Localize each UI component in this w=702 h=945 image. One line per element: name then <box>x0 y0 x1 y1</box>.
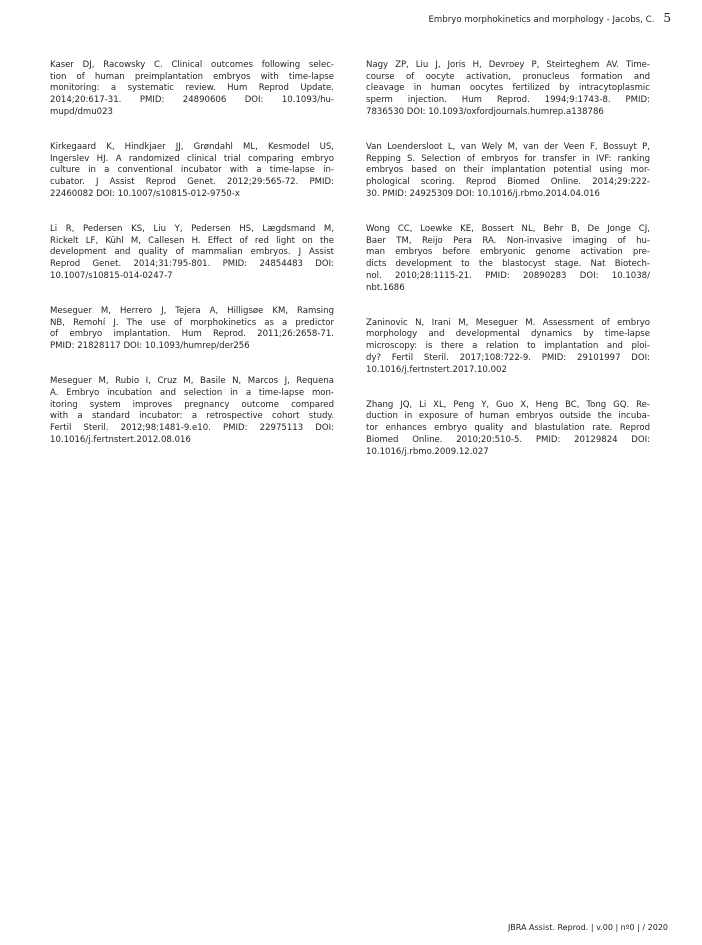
reference-line: culture in a conventional incubator with a time-lapse in- <box>50 165 334 176</box>
reference-line: dy? Fertil Steril. 2017;108:722-9. PMID: 29101997 DOI: <box>366 352 650 363</box>
reference-line: Fertil Steril. 2012;98:1481-9.e10. PMID: 22975113 DOI: <box>50 423 334 434</box>
reference-entry <box>50 306 334 353</box>
reference-line: Kaser DJ, Racowsky C. Clinical outcomes following selec- <box>50 60 334 70</box>
reference-line: 10.1007/s10815-014-0247-7 <box>50 270 173 281</box>
reference-line: Ingerslev HJ. A randomized clinical trial comparing embryo <box>50 153 334 164</box>
reference-line: cleavage in human oocytes fertilized by intracytoplasmic <box>366 83 650 94</box>
reference-line: 10.1016/j.fertnstert.2017.10.002 <box>366 364 507 375</box>
reference-line: Baer TM, Reijo Pera RA. Non-invasive imaging of hu- <box>366 235 650 246</box>
reference-line: Wong CC, Loewke KE, Bossert NL, Behr B, De Jonge CJ, <box>366 224 650 235</box>
reference-entry <box>366 60 650 119</box>
reference-line: Li R, Pedersen KS, Liu Y, Pedersen HS, Lægdsmand M, <box>50 224 334 235</box>
reference-line: 2014;20:617-31. PMID: 24890606 DOI: 10.1093/hu- <box>50 95 334 106</box>
reference-line: 7836530 DOI: 10.1093/oxfordjournals.humrep.a138786 <box>366 106 604 117</box>
running-header <box>429 11 672 25</box>
reference-line: duction in exposure of human embryos outside the incuba- <box>366 411 650 422</box>
reference-line: Biomed Online. 2010;20:510-5. PMID: 20129824 DOI: <box>366 434 650 445</box>
reference-line: microscopy: is there a relation to implantation and ploi- <box>366 341 650 352</box>
reference-line: Meseguer M, Rubio I, Cruz M, Basile N, Marcos J, Requena <box>50 376 334 387</box>
reference-line: NB, Remohí J. The use of morphokinetics as a predictor <box>50 317 334 328</box>
reference-entry <box>366 224 650 294</box>
reference-line: Repping S. Selection of embryos for transfer in IVF: ranking <box>366 153 650 164</box>
reference-line: with a standard incubator: a retrospective cohort study. <box>50 411 334 422</box>
journal-footer: JBRA Assist. Reprod. | v.00 | nº0 | / 2020 <box>507 923 668 932</box>
page-number: 5 <box>663 11 671 25</box>
reference-line: 30. PMID: 24925309 DOI: 10.1016/j.rbmo.2014.04.016 <box>366 188 600 199</box>
reference-line: tor enhances embryo quality and blastulation rate. Reprod <box>366 423 650 434</box>
reference-line: morphology and developmental dynamics by time-lapse <box>366 329 650 340</box>
reference-entry <box>366 318 650 377</box>
running-title: Embryo morphokinetics and morphology - Jacobs, C. <box>428 15 655 25</box>
reference-line: tion of human preimplantation embryos with time-lapse <box>50 71 334 82</box>
reference-line: course of oocyte activation, pronucleus formation and <box>366 71 650 82</box>
reference-line: nbt.1686 <box>366 282 405 293</box>
reference-line: of embryo implantation. Hum Reprod. 2011;26:2658-71. <box>50 329 334 340</box>
reference-line: dicts development to the blastocyst stage. Nat Biotech- <box>366 259 650 270</box>
reference-entry <box>366 142 650 201</box>
reference-line: Rickelt LF, Kühl M, Callesen H. Effect of red light on the <box>50 235 334 246</box>
reference-column-left <box>50 60 334 470</box>
reference-entry <box>50 142 334 201</box>
reference-entry <box>50 60 334 119</box>
reference-line: Zhang JQ, Li XL, Peng Y, Guo X, Heng BC, Tong GQ. Re- <box>366 399 650 410</box>
reference-line: embryos based on their implantation potential using mor- <box>366 165 650 176</box>
reference-entry <box>366 400 650 459</box>
reference-line: Van Loendersloot L, van Wely M, van der Veen F, Bossuyt P, <box>366 142 650 153</box>
reference-line: Reprod Genet. 2014;31:795-801. PMID: 24854483 DOI: <box>50 259 334 270</box>
reference-line: 22460082 DOI: 10.1007/s10815-012-9750-x <box>50 188 240 199</box>
reference-line: Meseguer M, Herrero J, Tejera A, Hilligsøe KM, Ramsing <box>50 306 334 317</box>
reference-line: 10.1016/j.fertnstert.2012.08.016 <box>50 434 191 445</box>
reference-line: 10.1016/j.rbmo.2009.12.027 <box>366 446 489 457</box>
reference-line: PMID: 21828117 DOI: 10.1093/humrep/der256 <box>50 341 250 352</box>
reference-line: sperm injection. Hum Reprod. 1994;9:1743-8. PMID: <box>366 95 650 106</box>
reference-line: man embryos before embryonic genome activation pre- <box>366 247 650 258</box>
reference-line: Nagy ZP, Liu J, Joris H, Devroey P, Steirteghem AV. Time- <box>366 60 650 70</box>
reference-line: development and quality of mammalian embryos. J Assist <box>50 247 334 258</box>
reference-line: nol. 2010;28:1115-21. PMID: 20890283 DOI: 10.1038/ <box>366 270 650 281</box>
reference-entry <box>50 376 334 446</box>
reference-line: A. Embryo incubation and selection in a time-lapse mon- <box>50 388 334 399</box>
reference-line: Zaninovic N, Irani M, Meseguer M. Assessment of embryo <box>366 317 650 328</box>
reference-line: Kirkegaard K, Hindkjaer JJ, Grøndahl ML, Kesmodel US, <box>50 142 334 153</box>
reference-entry <box>50 224 334 283</box>
reference-column-right <box>366 60 650 482</box>
reference-line: phological scoring. Reprod Biomed Online. 2014;29:222- <box>366 177 650 188</box>
reference-line: mupd/dmu023 <box>50 106 113 117</box>
reference-line: monitoring: a systematic review. Hum Reprod Update. <box>50 83 334 94</box>
reference-line: cubator. J Assist Reprod Genet. 2012;29:565-72. PMID: <box>50 177 334 188</box>
reference-line: itoring system improves pregnancy outcome compared <box>50 399 334 410</box>
